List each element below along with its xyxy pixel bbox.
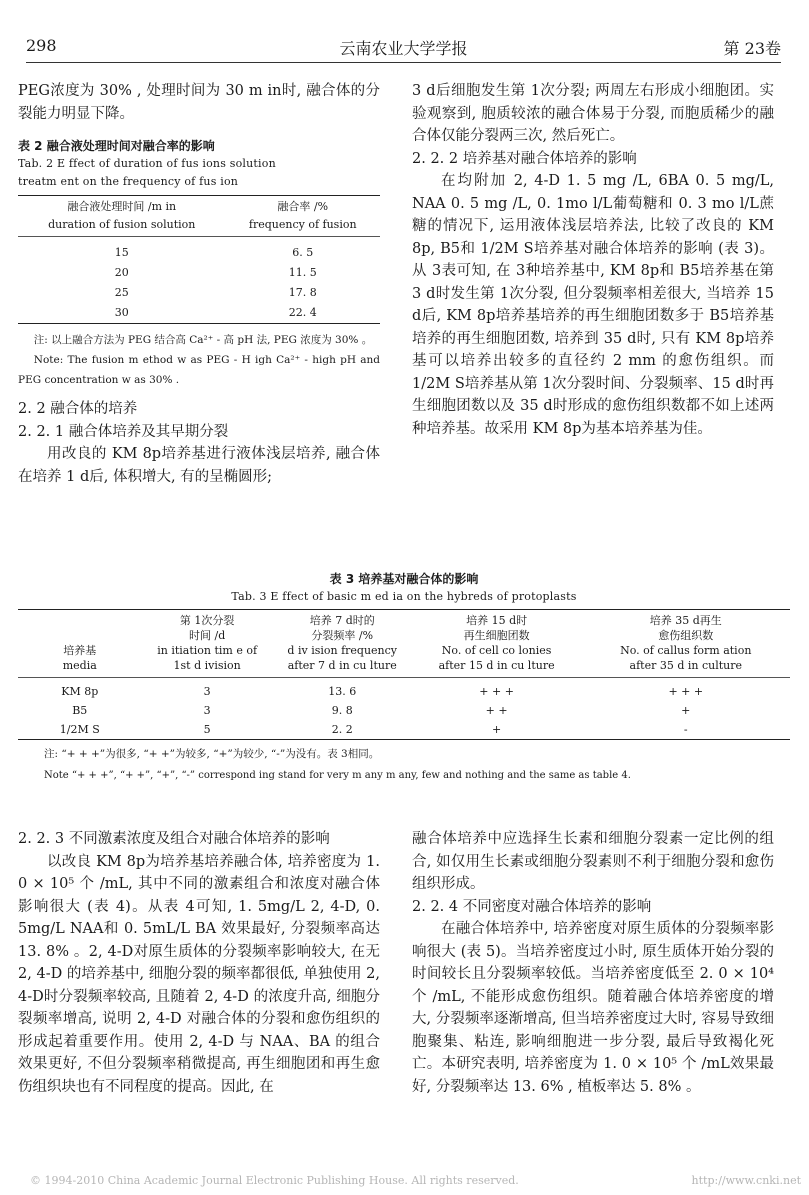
table-row [18, 678, 790, 702]
table-2-note-cn: 注: 以上融合方法为 PEG 结合高 Ca²⁺ - 高 pH 法, PEG 浓度为 30% 。 [33, 334, 373, 346]
table-cell: 1/2M S [59, 723, 100, 736]
table-cell: - [683, 723, 688, 736]
column-header: 培养 15 d时 再生细胞团数 No. of cell co lonies after 15 d in cu lture [438, 614, 555, 672]
table-header-row [18, 196, 380, 237]
column-header: 培养 35 d再生 愈伤组织数 No. of callus form ation after 35 d in culture [620, 614, 752, 672]
copyright-text: © 1994-2010 China Academic Journal Electronic Publishing House. All rights reserved. [30, 1174, 519, 1187]
table-cell: + + + [668, 685, 704, 698]
table-cell: + + + [479, 685, 514, 698]
table-2-title-en-2: treatm ent on the frequency of fus ion [18, 175, 239, 188]
table-cell: 22. 4 [288, 306, 317, 319]
paragraph: 在均附加 2, 4-D 1. 5 mg /L, 6BA 0. 5 mg/L, NAA 0. 5 mg /L, 0. 1mo l/L葡萄糖和 0. 3 mo l/L蔗糖的情况下, 运用液体浅层培养法, 比较了改良的 KM 8p, B5和 1/2M S培养基对融合体培养的影响 (表 3)。从 3表可知, 在 3种培养基中, KM 8p和 B5培养基在第 3 d时发生第 1次分裂, 但分裂频率相差很大, 当培养 15 d后, KM 8p培养基培养的再生细胞团数多于 B5培养基培养的再生细胞团数, 培养到 35 d时, 只有 KM 8p培养基可以培养出较多的直径约 2 mm 的愈伤组织。而 1/2M S培养基从第 1次分裂时间、分裂频率、15 d时再生细胞团数以及 35 d时形成的愈伤组织数都不如上述两种培养基。故采用 KM 8p为基本培养基为佳。 [412, 173, 774, 437]
site-url[interactable]: http://www.cnki.net [691, 1174, 801, 1187]
paragraph: PEG浓度为 30% , 处理时间为 30 m in时, 融合体的分裂能力明显下降。 [18, 83, 380, 122]
header-rule [26, 62, 781, 63]
table-row [18, 263, 380, 283]
table-row [18, 303, 380, 324]
subsection-heading: 2. 2. 2 培养基对融合体培养的影响 [412, 150, 637, 167]
section-heading: 2. 2 融合体的培养 [18, 401, 138, 417]
paragraph: 融合体培养中应选择生长素和细胞分裂素一定比例的组合, 如仅用生长素或细胞分裂素则不利于细胞分裂和愈伤组织形成。 [412, 831, 774, 892]
table-cell: 25 [114, 286, 129, 299]
table-cell: + [681, 704, 691, 717]
table-3-note-en: Note “+ + +”, “+ +”, “+”, “-” correspond ing stand for very m any m any, few and nothing and the same as table 4. [44, 770, 631, 781]
table-3-grid [18, 609, 790, 740]
table-cell: 3 [203, 704, 211, 717]
table-3 [18, 570, 790, 786]
table-cell: 9. 8 [331, 704, 353, 717]
column-header: 第 1次分裂 时间 /d in itiation tim e of 1st d ivision [157, 614, 258, 672]
right-column-top [412, 80, 774, 440]
table-cell: 15 [114, 246, 129, 259]
table-cell: 3 [203, 685, 211, 698]
table-3-title-en: Tab. 3 E ffect of basic m ed ia on the hybreds of protoplasts [231, 590, 577, 603]
table-cell: KM 8p [61, 685, 99, 698]
table-cell: + [492, 723, 502, 736]
paragraph: 在融合体培养中, 培养密度对原生质体的分裂频率影响很大 (表 5)。当培养密度过小时, 原生质体开始分裂的时间较长且分裂频率较低。当培养密度低至 2. 0 × 10⁴ 个 /mL, 不能形成愈伤组织。随着融合体培养密度的增大, 分裂频率逐渐增高, 但当培养密度过大时, 容易导致细胞聚集、粘连, 影响细胞进一步分裂, 最后导致褐化死亡。本研究表明, 培养密度为 1. 0 × 10⁵ 个 /mL效果最好, 分裂频率达 13. 6% , 植板率达 5. 8% 。 [412, 921, 774, 1095]
running-header [26, 32, 781, 62]
table-2-title-cn: 表 2 融合液处理时间对融合率的影响 [18, 139, 215, 153]
table-row [18, 720, 790, 740]
table-3-note-cn: 注: “+ + +”为很多, “+ +”为较多, “+”为较少, “-”为没有。表 3相同。 [44, 748, 380, 760]
journal-title: 云南农业大学学报 [339, 39, 468, 58]
table-cell: + + [485, 704, 508, 717]
copyright-footer [30, 1174, 801, 1187]
subsection-heading: 2. 2. 3 不同激素浓度及组合对融合体培养的影响 [18, 831, 330, 847]
table-cell: 20 [114, 266, 129, 279]
paragraph: 用改良的 KM 8p培养基进行液体浅层培养, 融合体在培养 1 d后, 体积增大, 有的呈椭圆形; [18, 446, 380, 485]
paragraph: 3 d后细胞发生第 1次分裂; 两周左右形成小细胞团。实验观察到, 胞质较浓的融合体易于分裂, 而胞质稀少的融合体仅能分裂两三次, 然后死亡。 [412, 83, 774, 144]
table-row [18, 283, 380, 303]
table-cell: B5 [72, 704, 88, 717]
table-2-note-en: Note: The fusion m ethod w as PEG - H igh Ca²⁺ - high pH and PEG concentration w as 30% . [18, 354, 380, 386]
table-row [18, 237, 380, 264]
table-2 [18, 137, 380, 390]
subsection-heading: 2. 2. 4 不同密度对融合体培养的影响 [412, 898, 652, 915]
table-cell: 2. 2 [331, 723, 353, 736]
table-row [18, 701, 790, 720]
volume-label: 第 23卷 [723, 39, 781, 58]
table-cell: 6. 5 [292, 246, 314, 259]
column-header: 培养基 media [62, 644, 97, 672]
table-cell: 17. 8 [288, 286, 317, 299]
column-header: 培养 7 d时的 分裂频率 /% d iv ision frequency after 7 d in cu lture [287, 614, 398, 672]
right-column-bottom [412, 828, 774, 1098]
subsection-heading: 2. 2. 1 融合体培养及其早期分裂 [18, 423, 229, 440]
table-cell: 5 [203, 723, 211, 736]
table-cell: 11. 5 [288, 266, 317, 279]
table-3-title-cn: 表 3 培养基对融合体的影响 [329, 572, 479, 586]
page-number: 298 [26, 36, 57, 55]
column-header: 融合率 /% frequency of fusion [248, 200, 357, 231]
column-header: 融合液处理时间 /m in duration of fusion solution [48, 200, 196, 231]
table-2-grid [18, 195, 380, 324]
paragraph: 以改良 KM 8p为培养基培养融合体, 培养密度为 1. 0 × 10⁵ 个 /mL, 其中不同的激素组合和浓度对融合体影响很大 (表 4)。从表 4可知, 1. 5mg/L 2, 4-D, 0. 5mg/L NAA和 0. 5mL/L BA 效果最好, 分裂频率高达 13. 8% 。2, 4-D对原生质体的分裂频率影响较大, 在无 2, 4-D 的培养基中, 细胞分裂的频率都很低, 单独使用 2, 4-D时分裂频率较高, 且随着 2, 4-D 的浓度升高, 细胞分裂频率增高, 说明 2, 4-D 对融合体的分裂和愈伤组织的形成起着重要作用。使用 2, 4-D 与 NAA、BA 的组合效果更好, 不但分裂频率稍微提高, 再生细胞团和再生愈伤组织块也有不同程度的提高。因此, 在 [18, 853, 380, 1095]
left-column-bottom [18, 828, 380, 1098]
table-2-title-en-1: Tab. 2 E ffect of duration of fus ions solution [18, 157, 276, 170]
left-column-top [18, 80, 380, 488]
table-header-row [18, 610, 790, 678]
table-cell: 30 [114, 306, 129, 319]
table-cell: 13. 6 [328, 685, 357, 698]
